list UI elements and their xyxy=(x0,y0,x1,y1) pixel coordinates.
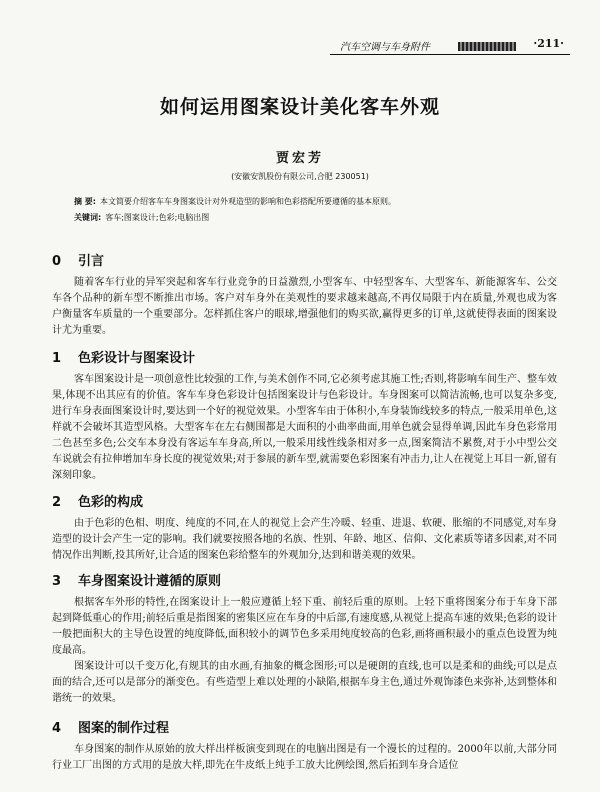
author-name: 贾宏芳 xyxy=(275,151,324,166)
section-title: 引言 xyxy=(78,254,105,269)
abstract-text: 本文简要介绍客车车身图案设计对外观造型的影响和色彩搭配所要遵循的基本原则。 xyxy=(99,197,396,206)
section-heading-1 xyxy=(52,347,195,366)
author-affiliation: (安徽安凯股份有限公司,合肥 230051) xyxy=(231,172,369,181)
paragraph: 图案设计可以千变万化,有规其的由水画,有抽象的概念图形;可以是硬朗的直线,也可以是柔和的曲线;可以是点面的结合,还可以是部分的渐变色。有些造型上难以处理的小缺陷,根据车身主色,通过外观饰漆色来弥补,达到整体和谐统一的效果。 xyxy=(52,661,557,704)
abstract xyxy=(74,196,574,208)
section-heading-4 xyxy=(52,717,169,736)
section-number: 4 xyxy=(52,721,62,736)
paragraph: 由于色彩的色相、明度、纯度的不同,在人的视觉上会产生冷暖、轻重、进退、软硬、胀缩的不同感觉,对车身造型的设计会产生一定的影响。我们就要按照各地的名族、性别、年龄、地区、信仰、文化素质等诸多因素,对不同情况作出判断,投其所好,让合适的图案色彩给整车的外观加分,达到和谐美观的效果。 xyxy=(52,518,557,561)
paragraph: 客车图案设计是一项创意性比较强的工作,与美术创作不同,它必须考虑其施工性;否则,将影响车间生产、整车效果,体现不出其应有的价值。客车车身色彩设计包括图案设计与色彩设计。车身图案可以简洁流畅,也可以复杂多变,进行车身表面图案设计时,要达到一个好的视觉效果。小型客车由于体积小,车身装饰线较多的特点,一般采用单色,这样就不会破坏其造型风格。大型客车在左右侧围都是大面积的小曲率曲面,用单色就会显得单调,因此车身色彩常用二色甚至多色;公交车本身没有客运车车身高,所以,一般采用线性线条相对多一点,图案简洁不累赘,对于小中型公交车说就会有拉伸增加车身长度的视觉效果;对于参展的新车型,就需要色彩图案有冲击力,让人在视觉上耳目一新,留有深刻印象。 xyxy=(52,374,557,481)
section-number: 1 xyxy=(52,351,62,366)
running-header xyxy=(330,34,570,56)
paragraph: 根据客车外形的特性,在图案设计上一般应遵循上轻下重、前轻后重的原则。上轻下重将图案分布于车身下部起到降低重心的作用;前轻后重是指图案的密集区应在车身的中后部,有速度感,从视觉上提高车速的效果;色彩的设计一般把面积大的主导色设置的纯度降低,面积较小的调节色多采用纯度较高的色彩,画将画积最小的重点色设置为纯度最高。 xyxy=(52,597,557,656)
section-title: 车身图案设计遵循的原则 xyxy=(78,574,222,589)
header-decoration xyxy=(458,42,516,51)
section-title: 图案的制作过程 xyxy=(78,721,170,736)
section-heading-2 xyxy=(52,491,143,510)
paragraph: 车身图案的制作从原始的放大样出样板演变到现在的电脑出图是有一个漫长的过程的。2000年以前,大部分同行业工厂出图的方式用的是放大样,即先在牛皮纸上纯手工放大比例绘图,然后拓到车身合适位 xyxy=(52,744,557,771)
section-number: 3 xyxy=(52,574,62,589)
article-title: 如何运用图案设计美化客车外观 xyxy=(159,96,440,118)
section-title: 色彩设计与图案设计 xyxy=(78,351,196,366)
header-rule xyxy=(330,54,570,55)
keywords xyxy=(74,212,574,224)
section-number: 0 xyxy=(52,254,62,269)
page-number: ·211· xyxy=(533,37,564,50)
paragraph: 随着客车行业的异军突起和客车行业竞争的日益激烈,小型客车、中轻型客车、大型客车、新能源客车、公交车各个品种的新车型不断推出市场。客户对车身外在美观性的要求越来越高,不再仅局限于内在质量,外观也成为客户衡量客车质量的一个重要部分。怎样抓住客户的眼球,增强他们的购买欲,赢得更多的订单,这就使得表面的图案设计尤为重要。 xyxy=(52,277,557,336)
section-number: 2 xyxy=(52,495,62,510)
keywords-text: 客车;图案设计;色彩;电脑出图 xyxy=(105,213,210,222)
abstract-label: 摘 要: xyxy=(74,197,96,206)
section-heading-0 xyxy=(52,250,104,269)
keywords-label: 关键词: xyxy=(74,213,102,222)
section-title: 色彩的构成 xyxy=(78,495,144,510)
section-heading-3 xyxy=(52,570,221,589)
journal-name: 汽车空调与车身附件 xyxy=(340,42,430,53)
